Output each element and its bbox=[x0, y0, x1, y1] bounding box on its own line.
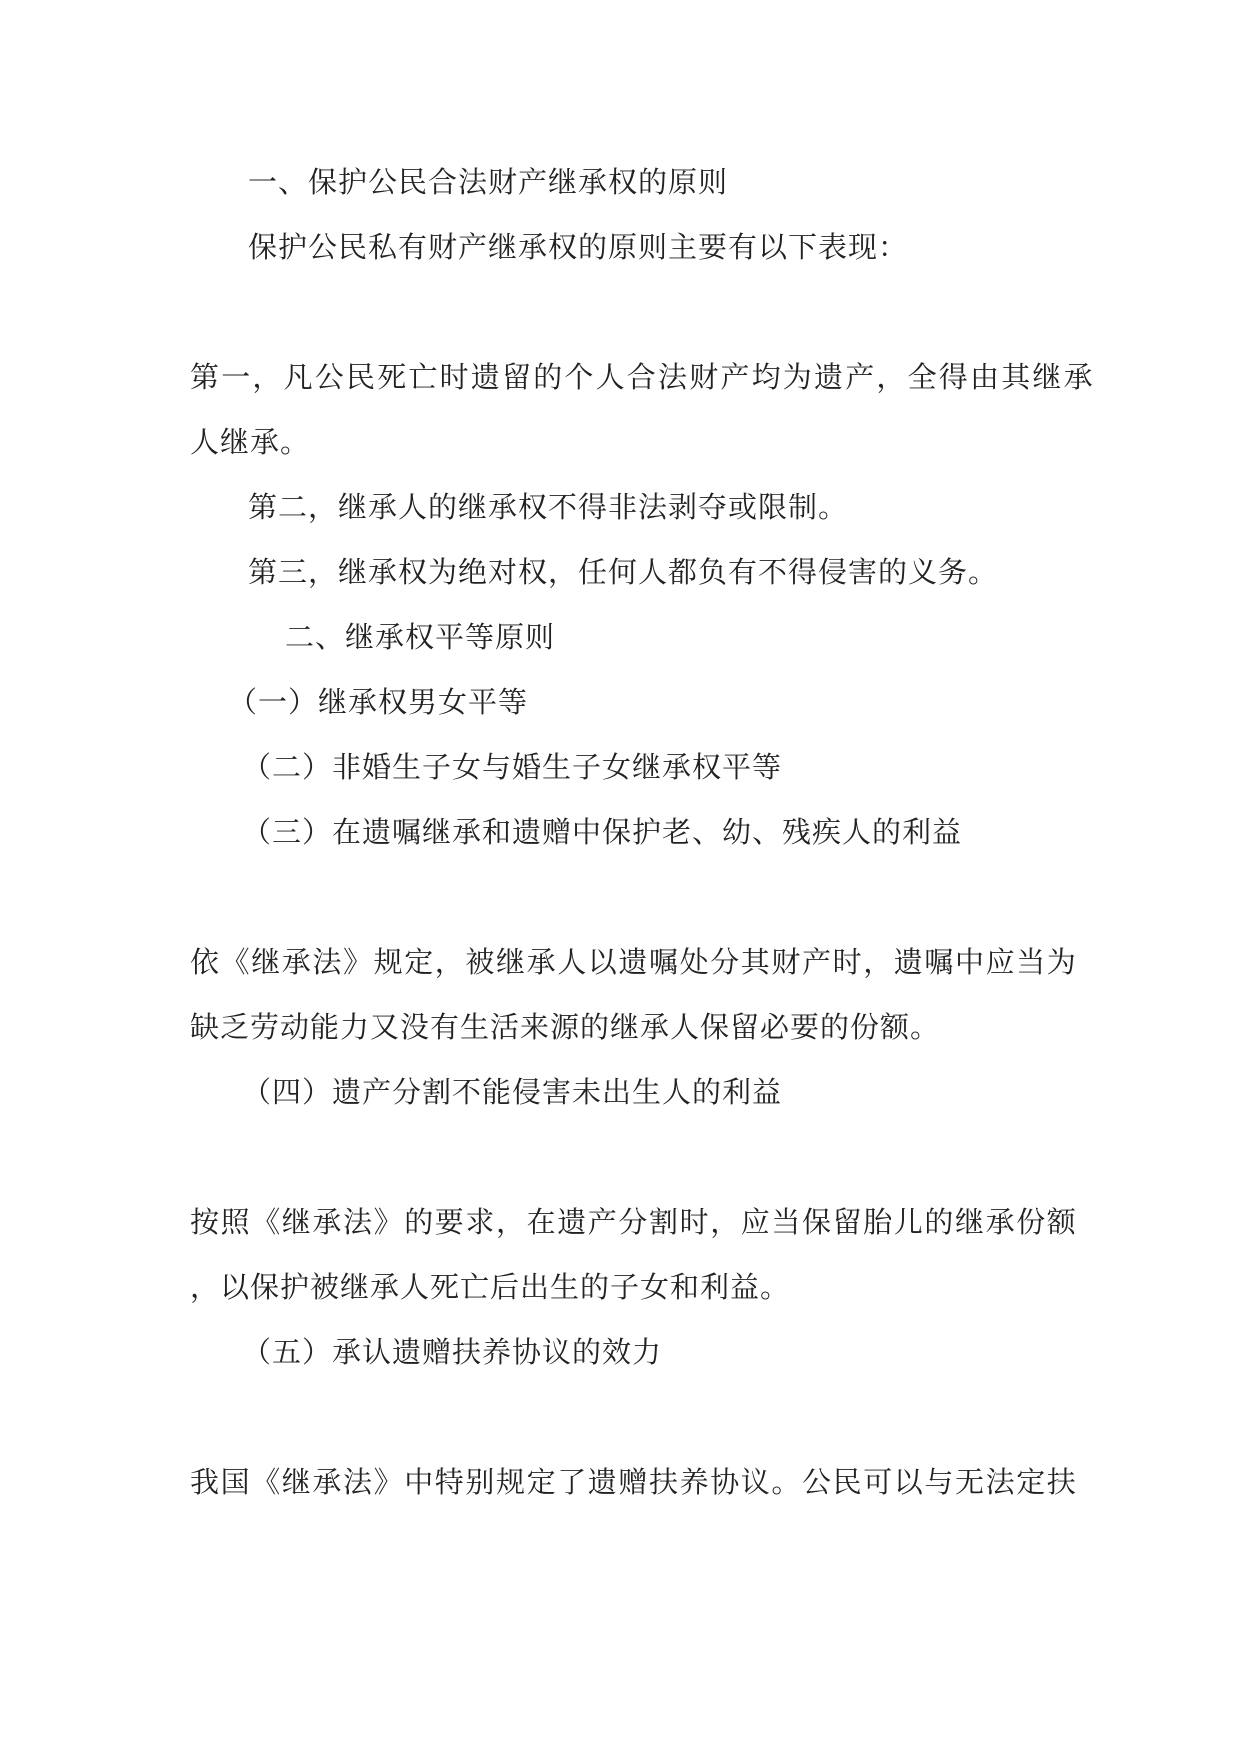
subheading-five: （五）承认遗赠扶养协议的效力 bbox=[242, 1335, 663, 1369]
paragraph-fetus-line: 按照《继承法》的要求，在遗产分割时，应当保留胎儿的继承份额 bbox=[190, 1205, 1078, 1239]
subheading-two: （二）非婚生子女与婚生子女继承权平等 bbox=[242, 750, 783, 784]
paragraph-will-continuation: 缺乏劳动能力又没有生活来源的继承人保留必要的份额。 bbox=[190, 1010, 941, 1044]
paragraph-second: 第二，继承人的继承权不得非法剥夺或限制。 bbox=[248, 490, 849, 524]
paragraph-fetus-continuation: ，以保护被继承人死亡后出生的子女和利益。 bbox=[190, 1270, 791, 1304]
paragraph-intro: 保护公民私有财产继承权的原则主要有以下表现： bbox=[248, 230, 909, 264]
paragraph-first-line: 第一，凡公民死亡时遗留的个人合法财产均为遗产，全得由其继承 bbox=[190, 360, 1095, 394]
subheading-four: （四）遗产分割不能侵害未出生人的利益 bbox=[242, 1075, 783, 1109]
section-heading-two: 二、继承权平等原则 bbox=[285, 620, 556, 654]
paragraph-third: 第三，继承权为绝对权，任何人都负有不得侵害的义务。 bbox=[248, 555, 999, 589]
section-heading-one: 一、保护公民合法财产继承权的原则 bbox=[248, 165, 729, 199]
paragraph-agreement-line: 我国《继承法》中特别规定了遗赠扶养协议。公民可以与无法定扶 bbox=[190, 1465, 1078, 1499]
paragraph-first-continuation: 人继承。 bbox=[190, 425, 311, 459]
paragraph-will-line: 依《继承法》规定，被继承人以遗嘱处分其财产时，遗嘱中应当为 bbox=[190, 945, 1078, 979]
subheading-one: （一）继承权男女平等 bbox=[228, 685, 529, 719]
subheading-three: （三）在遗嘱继承和遗赠中保护老、幼、残疾人的利益 bbox=[242, 815, 963, 849]
